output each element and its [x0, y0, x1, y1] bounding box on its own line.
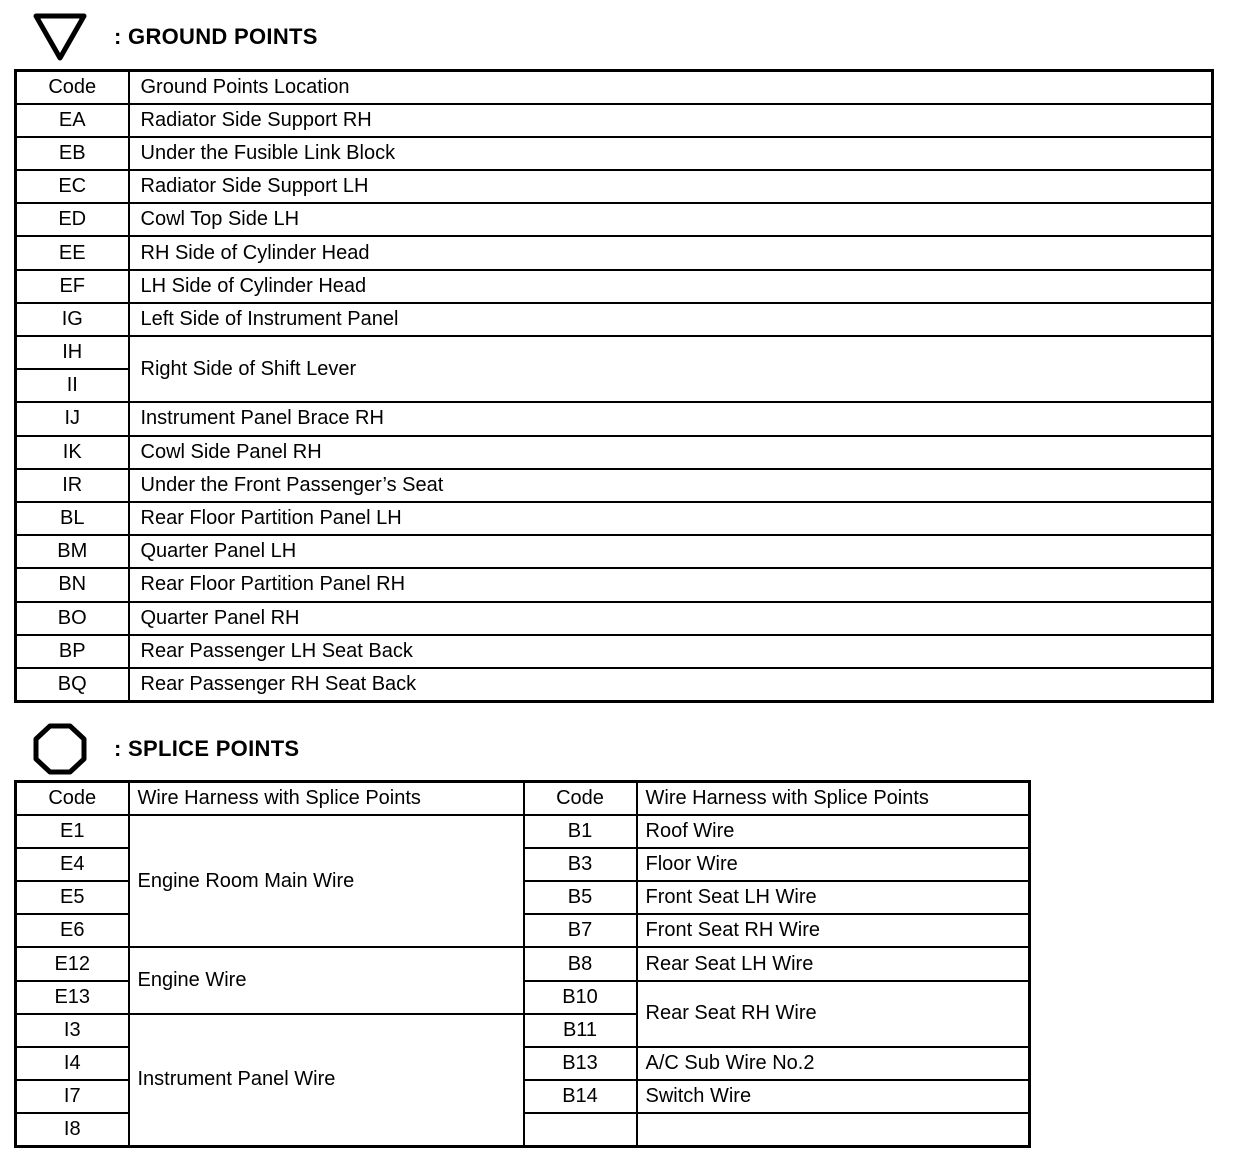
code-cell: BQ [16, 668, 129, 701]
location-cell: Quarter Panel LH [129, 535, 1213, 568]
table-row [16, 402, 1213, 435]
code-cell: EE [16, 236, 129, 269]
location-cell: Rear Floor Partition Panel RH [129, 568, 1213, 601]
harness-cell: Instrument Panel Wire [129, 1014, 524, 1147]
code-cell: BP [16, 635, 129, 668]
table-row [16, 170, 1213, 203]
code-cell: ED [16, 203, 129, 236]
code-cell: I3 [16, 1014, 129, 1047]
location-cell: LH Side of Cylinder Head [129, 270, 1213, 303]
code-cell: E6 [16, 914, 129, 947]
down-triangle-icon [30, 12, 90, 62]
splice-points-title: : SPLICE POINTS [114, 736, 300, 761]
column-header-harness-right: Wire Harness with Splice Points [637, 782, 1030, 815]
location-cell: Rear Floor Partition Panel LH [129, 502, 1213, 535]
code-cell: EC [16, 170, 129, 203]
harness-cell: A/C Sub Wire No.2 [637, 1047, 1030, 1080]
location-cell: Cowl Side Panel RH [129, 436, 1213, 469]
table-row [16, 203, 1213, 236]
column-header-location: Ground Points Location [129, 71, 1213, 104]
code-cell: II [16, 369, 129, 402]
code-cell: B11 [524, 1014, 637, 1047]
table-row [16, 502, 1213, 535]
table-row [16, 469, 1213, 502]
code-cell: B3 [524, 848, 637, 881]
code-cell: IG [16, 303, 129, 336]
code-cell: E1 [16, 815, 129, 848]
code-cell: E4 [16, 848, 129, 881]
splice-points-heading [30, 722, 299, 776]
harness-cell: Rear Seat RH Wire [637, 981, 1030, 1047]
code-cell: EA [16, 104, 129, 137]
location-cell: Under the Fusible Link Block [129, 137, 1213, 170]
table-row [16, 815, 1030, 848]
code-cell: B1 [524, 815, 637, 848]
ground-points-heading [30, 12, 318, 62]
location-cell: Rear Passenger RH Seat Back [129, 668, 1213, 701]
code-cell: B10 [524, 981, 637, 1014]
code-cell: E13 [16, 981, 129, 1014]
location-cell: Under the Front Passenger’s Seat [129, 469, 1213, 502]
table-row [16, 104, 1213, 137]
harness-cell: Front Seat RH Wire [637, 914, 1030, 947]
code-cell: E12 [16, 947, 129, 980]
ground-points-table [14, 69, 1214, 703]
code-cell: IR [16, 469, 129, 502]
code-cell: BO [16, 602, 129, 635]
code-cell: BM [16, 535, 129, 568]
code-cell: B5 [524, 881, 637, 914]
table-row [16, 635, 1213, 668]
location-cell: RH Side of Cylinder Head [129, 236, 1213, 269]
harness-cell: Engine Wire [129, 947, 524, 1013]
code-cell: B14 [524, 1080, 637, 1113]
column-header-code-right: Code [524, 782, 637, 815]
column-header-code-left: Code [16, 782, 129, 815]
table-row [16, 270, 1213, 303]
code-cell [524, 1113, 637, 1146]
code-cell: I8 [16, 1113, 129, 1146]
harness-cell: Rear Seat LH Wire [637, 947, 1030, 980]
table-row [16, 568, 1213, 601]
location-cell: Rear Passenger LH Seat Back [129, 635, 1213, 668]
code-cell: IK [16, 436, 129, 469]
table-row [16, 947, 1030, 980]
column-header-harness-left: Wire Harness with Splice Points [129, 782, 524, 815]
code-cell: EF [16, 270, 129, 303]
code-cell: B8 [524, 947, 637, 980]
code-cell: E5 [16, 881, 129, 914]
location-cell: Radiator Side Support LH [129, 170, 1213, 203]
table-header-row [16, 782, 1030, 815]
code-cell: EB [16, 137, 129, 170]
splice-points-table [14, 780, 1031, 1148]
table-header-row [16, 71, 1213, 104]
location-cell: Cowl Top Side LH [129, 203, 1213, 236]
harness-cell: Floor Wire [637, 848, 1030, 881]
code-cell: IJ [16, 402, 129, 435]
code-cell: BL [16, 502, 129, 535]
harness-cell [637, 1113, 1030, 1146]
code-cell: IH [16, 336, 129, 369]
harness-cell: Front Seat LH Wire [637, 881, 1030, 914]
location-cell: Radiator Side Support RH [129, 104, 1213, 137]
table-row [16, 303, 1213, 336]
table-row [16, 236, 1213, 269]
code-cell: BN [16, 568, 129, 601]
harness-cell: Engine Room Main Wire [129, 815, 524, 948]
table-row [16, 336, 1213, 369]
table-row [16, 436, 1213, 469]
table-row [16, 668, 1213, 701]
table-row [16, 602, 1213, 635]
location-cell: Quarter Panel RH [129, 602, 1213, 635]
code-cell: B13 [524, 1047, 637, 1080]
code-cell: I4 [16, 1047, 129, 1080]
ground-points-title: : GROUND POINTS [114, 24, 318, 49]
table-row [16, 137, 1213, 170]
column-header-code: Code [16, 71, 129, 104]
code-cell: B7 [524, 914, 637, 947]
location-cell: Right Side of Shift Lever [129, 336, 1213, 402]
location-cell: Instrument Panel Brace RH [129, 402, 1213, 435]
location-cell: Left Side of Instrument Panel [129, 303, 1213, 336]
table-row [16, 535, 1213, 568]
harness-cell: Switch Wire [637, 1080, 1030, 1113]
code-cell: I7 [16, 1080, 129, 1113]
octagon-icon [30, 722, 90, 776]
harness-cell: Roof Wire [637, 815, 1030, 848]
